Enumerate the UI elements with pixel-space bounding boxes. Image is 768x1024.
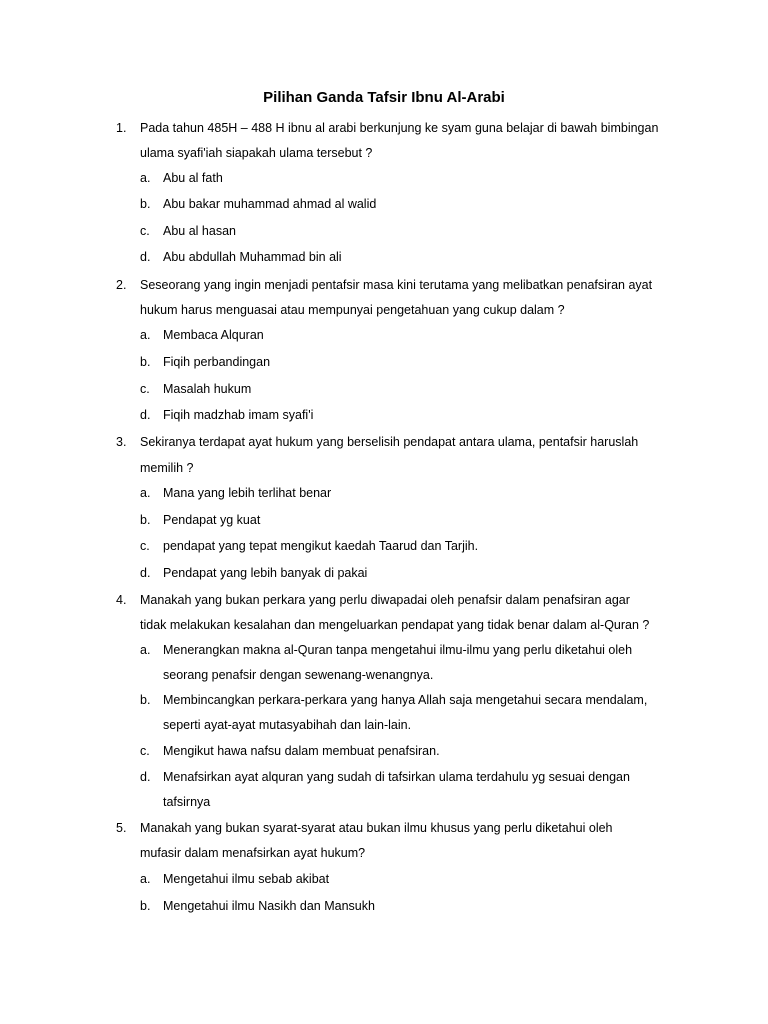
question-text: memilih ?	[140, 461, 194, 475]
option-letter: d.	[140, 770, 151, 784]
option-letter: c.	[140, 744, 150, 758]
option-text: tafsirnya	[163, 795, 211, 809]
option-text: Abu abdullah Muhammad bin ali	[163, 250, 342, 264]
option-letter: b.	[140, 197, 151, 211]
question-text: tidak melakukan kesalahan dan mengeluarkan pendapat yang tidak benar dalam al-Quran ?	[140, 618, 650, 632]
question-number: 1.	[116, 121, 127, 135]
option-letter: d.	[140, 566, 151, 580]
option-letter: b.	[140, 355, 151, 369]
option-text: Mengikut hawa nafsu dalam membuat penafsiran.	[163, 744, 440, 758]
question-text: Pada tahun 485H – 488 H ibnu al arabi berkunjung ke syam guna belajar di bawah bimbingan	[140, 121, 659, 135]
question-text: ulama syafi'iah siapakah ulama tersebut ?	[140, 146, 373, 160]
option-letter: c.	[140, 539, 150, 553]
option-letter: b.	[140, 899, 151, 913]
option-letter: b.	[140, 513, 151, 527]
question-text: Seseorang yang ingin menjadi pentafsir masa kini terutama yang melibatkan penafsiran ayat	[140, 278, 653, 292]
option-text: Mengetahui ilmu sebab akibat	[163, 872, 330, 886]
option-text: Menafsirkan ayat alquran yang sudah di tafsirkan ulama terdahulu yg sesuai dengan	[163, 770, 630, 784]
option-letter: a.	[140, 171, 151, 185]
question-number: 4.	[116, 593, 127, 607]
document-title: Pilihan Ganda Tafsir Ibnu Al-Arabi	[263, 89, 505, 106]
option-text: Mengetahui ilmu Nasikh dan Mansukh	[163, 899, 375, 913]
option-text: pendapat yang tepat mengikut kaedah Taarud dan Tarjih.	[163, 539, 479, 553]
question-number: 5.	[116, 821, 127, 835]
option-letter: d.	[140, 408, 151, 422]
question-text: mufasir dalam menafsirkan ayat hukum?	[140, 846, 366, 860]
option-letter: c.	[140, 224, 150, 238]
question-text: Sekiranya terdapat ayat hukum yang berselisih pendapat antara ulama, pentafsir haruslah	[140, 435, 639, 449]
option-text: Masalah hukum	[163, 382, 252, 396]
option-text: Membaca Alquran	[163, 328, 264, 342]
option-letter: c.	[140, 382, 150, 396]
option-letter: a.	[140, 328, 151, 342]
option-text: Abu al hasan	[163, 224, 236, 238]
question-number: 2.	[116, 278, 127, 292]
option-letter: b.	[140, 693, 151, 707]
option-text: Mana yang lebih terlihat benar	[163, 486, 332, 500]
option-letter: a.	[140, 486, 151, 500]
option-text: seorang penafsir dengan sewenang-wenangnya.	[163, 668, 434, 682]
question-number: 3.	[116, 435, 127, 449]
option-letter: a.	[140, 643, 151, 657]
question-text: Manakah yang bukan syarat-syarat atau bukan ilmu khusus yang perlu diketahui oleh	[140, 821, 613, 835]
option-letter: d.	[140, 250, 151, 264]
option-text: Abu al fath	[163, 171, 223, 185]
question-text: Manakah yang bukan perkara yang perlu diwapadai oleh penafsir dalam penafsiran agar	[140, 593, 630, 607]
option-text: Menerangkan makna al-Quran tanpa mengetahui ilmu-ilmu yang perlu diketahui oleh	[163, 643, 633, 657]
option-letter: a.	[140, 872, 151, 886]
option-text: seperti ayat-ayat mutasyabihah dan lain-lain.	[163, 718, 412, 732]
option-text: Fiqih perbandingan	[163, 355, 271, 369]
option-text: Fiqih madzhab imam syafi'i	[163, 408, 314, 422]
option-text: Abu bakar muhammad ahmad al walid	[163, 197, 377, 211]
option-text: Pendapat yang lebih banyak di pakai	[163, 566, 368, 580]
option-text: Membincangkan perkara-perkara yang hanya Allah saja mengetahui secara mendalam,	[163, 693, 648, 707]
question-text: hukum harus menguasai atau mempunyai pengetahuan yang cukup dalam ?	[140, 303, 565, 317]
option-text: Pendapat yg kuat	[163, 513, 261, 527]
